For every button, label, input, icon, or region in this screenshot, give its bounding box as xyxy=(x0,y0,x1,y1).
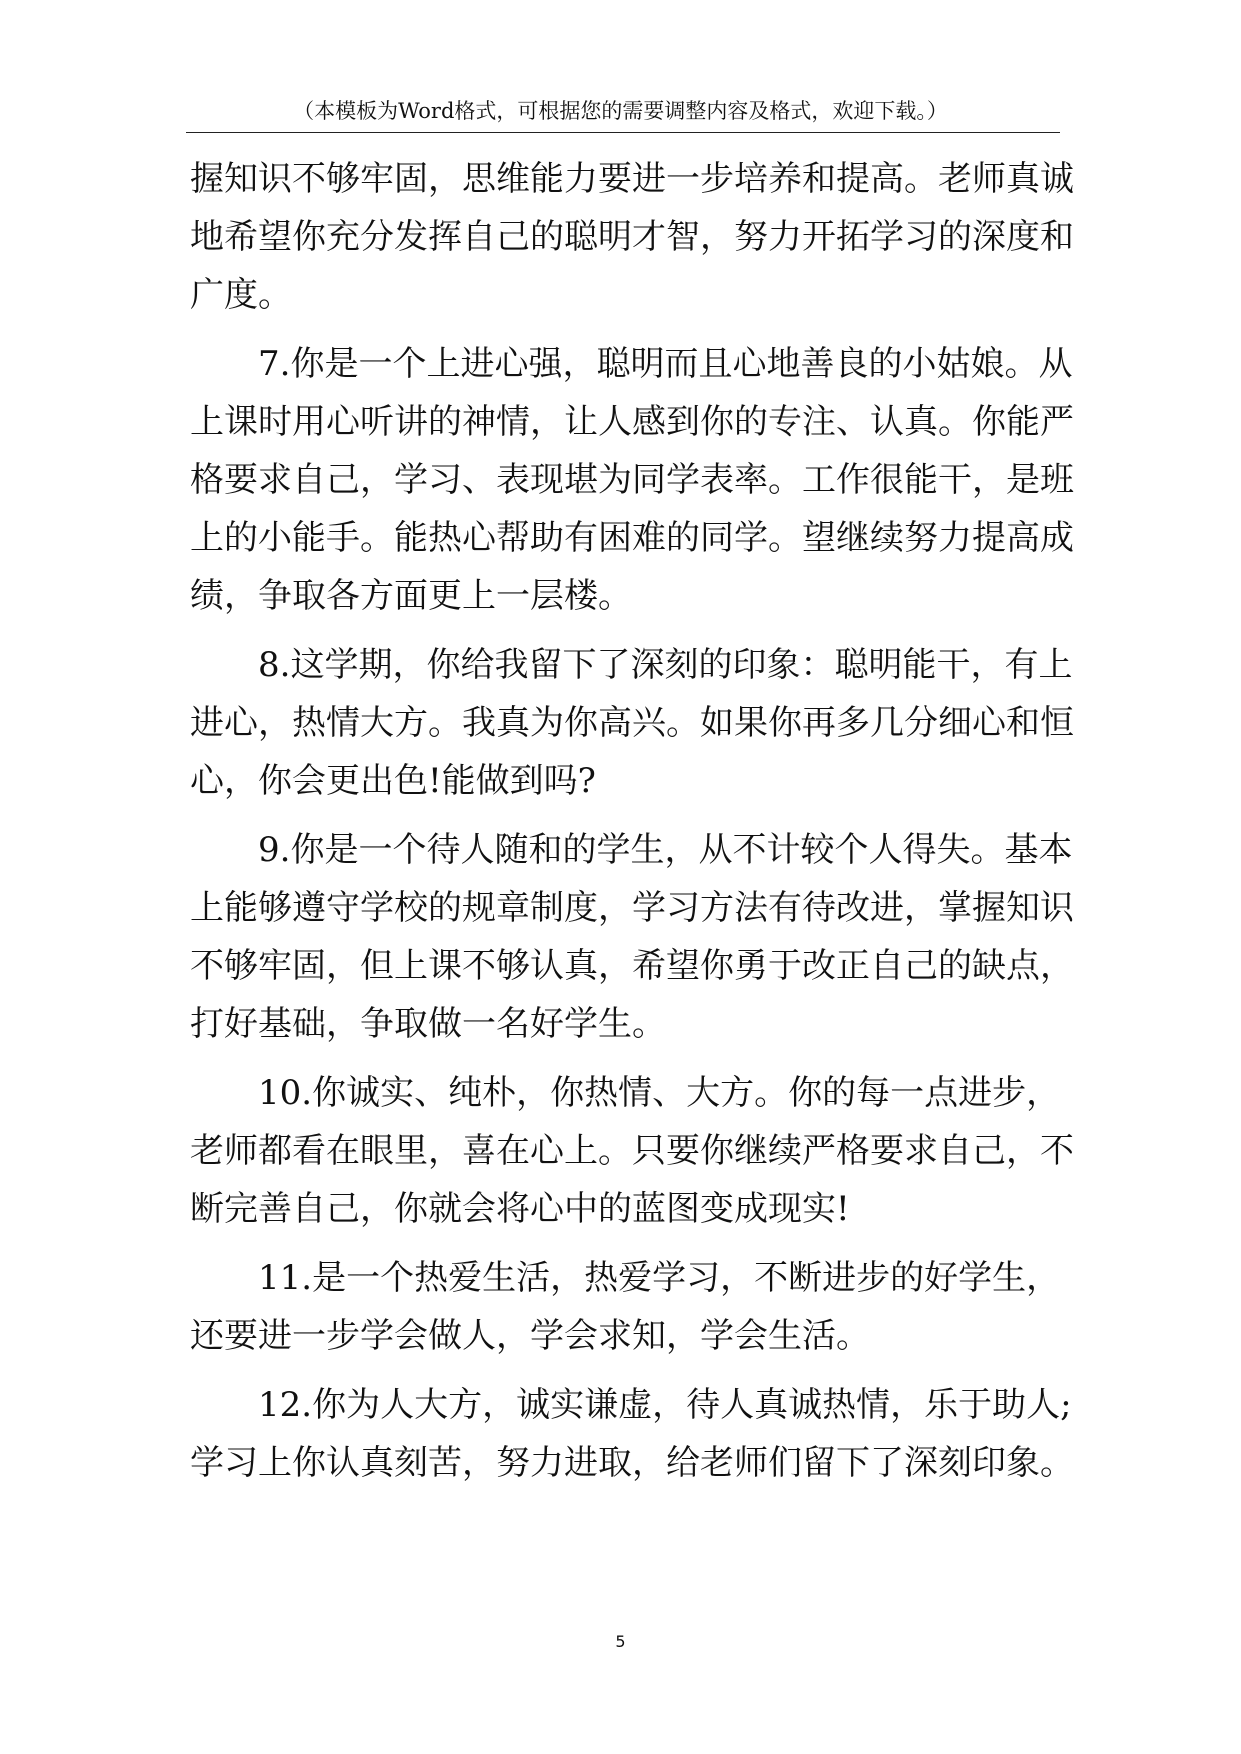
paragraph-comment-11 xyxy=(190,1249,1080,1365)
header-divider xyxy=(186,132,1060,133)
text-line: 8.这学期，你给我留下了深刻的印象：聪明能干，有上 xyxy=(258,645,1073,685)
text-line: 打好基础，争取做一名好学生。 xyxy=(190,1004,666,1044)
paragraph-comment-10 xyxy=(190,1064,1080,1238)
text-line: 进心，热情大方。我真为你高兴。如果你再多几分细心和恒 xyxy=(190,703,1074,743)
text-line: 还要进一步学会做人，学会求知，学会生活。 xyxy=(190,1316,870,1356)
paragraph-continuation xyxy=(190,150,1080,324)
text-line: 不够牢固，但上课不够认真，希望你勇于改正自己的缺点， xyxy=(190,946,1074,986)
text-line: 上能够遵守学校的规章制度，学习方法有待改进，掌握知识 xyxy=(190,888,1074,928)
paragraph-comment-7 xyxy=(190,335,1080,625)
text-line: 上的小能手。能热心帮助有困难的同学。望继续努力提高成 xyxy=(190,518,1074,558)
text-line: 10.你诚实、纯朴，你热情、大方。你的每一点进步， xyxy=(258,1073,1061,1113)
text-line: 绩，争取各方面更上一层楼。 xyxy=(190,576,632,616)
text-line: 9.你是一个待人随和的学生，从不计较个人得失。基本 xyxy=(258,830,1073,870)
body-text xyxy=(190,150,1080,1492)
page-number: 5 xyxy=(615,1632,626,1651)
text-line: 格要求自己，学习、表现堪为同学表率。工作很能干，是班 xyxy=(190,460,1074,500)
text-line: 学习上你认真刻苦，努力进取，给老师们留下了深刻印象。 xyxy=(190,1443,1074,1483)
paragraph-comment-8 xyxy=(190,636,1080,810)
text-line: 7.你是一个上进心强，聪明而且心地善良的小姑娘。从 xyxy=(258,344,1073,384)
paragraph-comment-12 xyxy=(190,1376,1080,1492)
text-line: 广度。 xyxy=(190,275,292,315)
text-line: 握知识不够牢固，思维能力要进一步培养和提高。老师真诚 xyxy=(190,159,1074,199)
text-line: 12.你为人大方，诚实谦虚，待人真诚热情，乐于助人; xyxy=(258,1385,1072,1425)
text-line: 上课时用心听讲的神情，让人感到你的专注、认真。你能严 xyxy=(190,402,1074,442)
text-line: 11.是一个热爱生活，热爱学习，不断进步的好学生， xyxy=(258,1258,1061,1298)
text-line: 断完善自己，你就会将心中的蓝图变成现实! xyxy=(190,1189,850,1229)
text-line: 老师都看在眼里，喜在心上。只要你继续严格要求自己，不 xyxy=(190,1131,1074,1171)
text-line: 心，你会更出色!能做到吗? xyxy=(190,761,596,801)
text-line: 地希望你充分发挥自己的聪明才智，努力开拓学习的深度和 xyxy=(190,217,1074,257)
page-header: （本模板为Word格式，可根据您的需要调整内容及格式，欢迎下载。） xyxy=(293,99,948,123)
paragraph-comment-9 xyxy=(190,821,1080,1053)
